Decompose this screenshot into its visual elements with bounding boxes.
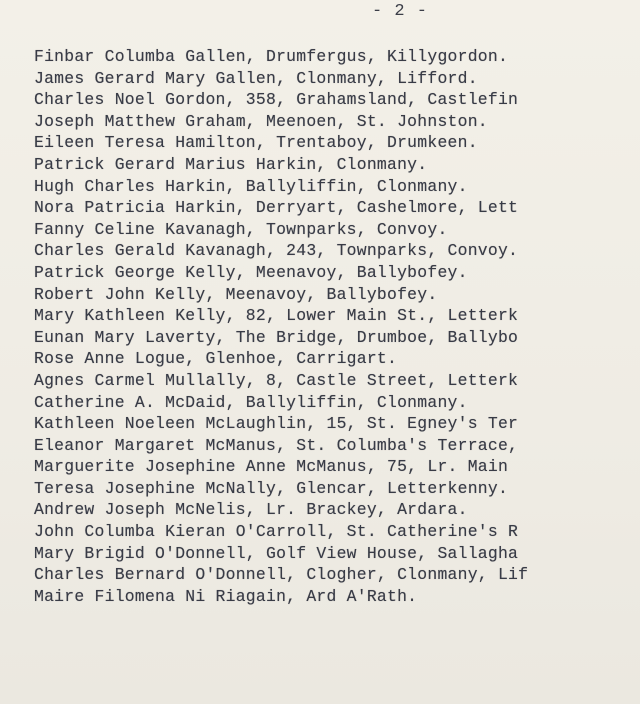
list-item: Charles Bernard O'Donnell, Clogher, Clonmany, Lif <box>34 565 529 585</box>
list-item: Catherine A. McDaid, Ballyliffin, Clonmany. <box>34 392 468 412</box>
list-item: Fanny Celine Kavanagh, Townparks, Convoy. <box>34 219 448 239</box>
list-item: Agnes Carmel Mullally, 8, Castle Street, Letterk <box>34 370 519 390</box>
list-item: Rose Anne Logue, Glenhoe, Carrigart. <box>34 349 398 369</box>
list-item: Patrick Gerard Marius Harkin, Clonmany. <box>34 154 428 174</box>
list-item: Joseph Matthew Graham, Meenoen, St. Johnston. <box>34 111 488 131</box>
list-item: Robert John Kelly, Meenavoy, Ballybofey. <box>34 284 438 304</box>
list-item: Teresa Josephine McNally, Glencar, Letterkenny. <box>34 478 509 498</box>
list-item: Mary Brigid O'Donnell, Golf View House, Sallagha <box>34 543 519 563</box>
list-item: Eileen Teresa Hamilton, Trentaboy, Drumkeen. <box>34 133 478 153</box>
list-item: Mary Kathleen Kelly, 82, Lower Main St., Letterk <box>34 306 519 326</box>
list-item: Andrew Joseph McNelis, Lr. Brackey, Ardara. <box>34 500 468 520</box>
list-item: Nora Patricia Harkin, Derryart, Cashelmore, Lett <box>34 198 519 218</box>
list-item: Marguerite Josephine Anne McManus, 75, Lr. Main <box>34 457 509 477</box>
list-item: Charles Noel Gordon, 358, Grahamsland, Castlefin <box>34 90 519 110</box>
page-number: - 2 - <box>372 2 429 21</box>
list-item: Finbar Columba Gallen, Drumfergus, Killygordon. <box>34 47 509 66</box>
name-address-list <box>34 46 528 607</box>
list-item: Hugh Charles Harkin, Ballyliffin, Clonmany. <box>34 176 468 196</box>
list-item: Eunan Mary Laverty, The Bridge, Drumboe, Ballybo <box>34 327 519 347</box>
list-item: Kathleen Noeleen McLaughlin, 15, St. Egney's Ter <box>34 414 519 434</box>
list-item: Charles Gerald Kavanagh, 243, Townparks, Convoy. <box>34 241 519 261</box>
list-item: James Gerard Mary Gallen, Clonmany, Lifford. <box>34 68 478 88</box>
list-item: Patrick George Kelly, Meenavoy, Ballybofey. <box>34 262 468 282</box>
list-item: Eleanor Margaret McManus, St. Columba's Terrace, <box>34 435 519 455</box>
list-item: John Columba Kieran O'Carroll, St. Catherine's R <box>34 522 519 542</box>
list-item: Maire Filomena Ni Riagain, Ard A'Rath. <box>34 586 418 606</box>
